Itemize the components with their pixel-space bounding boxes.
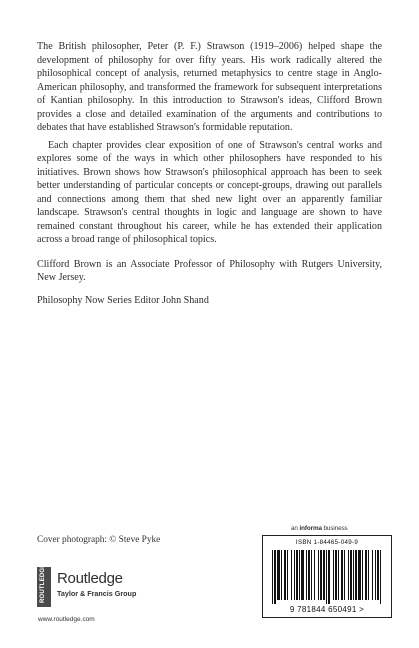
series-editor: Philosophy Now Series Editor John Shand xyxy=(37,294,209,306)
barcode-bar xyxy=(323,550,325,600)
barcode-bar xyxy=(350,550,352,600)
barcode-bar xyxy=(274,550,276,604)
barcode-bar xyxy=(365,550,367,600)
barcode-bar xyxy=(291,550,292,600)
informa-brand: informa xyxy=(299,525,322,532)
routledge-mark-icon xyxy=(37,563,51,607)
barcode-bar xyxy=(296,550,298,600)
barcode-bar xyxy=(314,550,315,600)
barcode-bar xyxy=(306,550,307,600)
barcode-bar xyxy=(341,550,343,600)
informa-prefix: an xyxy=(291,525,300,532)
barcode-bar xyxy=(294,550,295,600)
barcode-bar xyxy=(372,550,373,600)
barcode-bar xyxy=(284,550,286,600)
isbn-label: ISBN 1-84465-049-9 xyxy=(295,539,359,546)
barcode-bar xyxy=(377,550,379,600)
barcode-bar xyxy=(358,550,361,600)
publisher-group: Taylor & Francis Group xyxy=(57,589,137,598)
barcode-bar xyxy=(353,550,354,600)
barcode-bar xyxy=(328,550,330,604)
barcode-bar xyxy=(318,550,319,600)
isbn-digits: 9 781844 650491 > xyxy=(289,605,365,614)
barcode-bar xyxy=(338,550,339,600)
publisher-url: www.routledge.com xyxy=(38,616,95,623)
publisher-logo xyxy=(37,563,187,619)
routledge-mark-text: ROUTLEDGE xyxy=(40,563,46,603)
barcode-icon xyxy=(270,550,384,604)
barcode-bar xyxy=(308,550,310,600)
informa-tagline xyxy=(291,525,348,532)
barcode-bar xyxy=(320,550,322,600)
barcode-bar xyxy=(335,550,337,600)
barcode-bar xyxy=(344,550,345,600)
cover-credit: Cover photograph: © Steve Pyke xyxy=(37,535,161,545)
barcode-bar xyxy=(348,550,349,600)
barcode-bar xyxy=(375,550,376,600)
barcode-bar xyxy=(311,550,312,600)
barcode-bar xyxy=(287,550,288,600)
barcode-bar xyxy=(277,550,280,600)
blurb-paragraph-2: Each chapter provides clear exposition of one of Strawson's central works and explores some of the ways in which other philosophers have responded to his initiatives. Brown shows how Strawson's philosophical approach has been to seek better understanding of particular concepts or concept-groups, drawing out parallels and connections among them that shed new light over an apparently familiar landscape. Strawson's central thoughts in logic and language are shown to have remained constant throughout his career, while he has extended their application across a broad range of philosophical topics. xyxy=(37,139,382,245)
barcode-bar xyxy=(380,550,381,604)
blurb xyxy=(37,40,382,307)
barcode-bar xyxy=(355,550,357,600)
barcode-bar xyxy=(281,550,282,600)
barcode-box xyxy=(262,535,392,618)
barcode-bar xyxy=(272,550,273,604)
barcode-bar xyxy=(301,550,304,600)
blurb-paragraph-1: The British philosopher, Peter (P. F.) Strawson (1919–2006) helped shape the development of philosophy for over fifty years. His work radically altered the philosophical concept of analysis, returned metaphysics to centre stage in Anglo-American philosophy, and transformed the framework for subsequent interpretations of Kantian philosophy. In this introduction to Strawson's ideas, Clifford Brown provides a close and detailed examination of the arguments and contributions to debates that have established Strawson's formidable reputation. xyxy=(37,41,382,133)
author-bio: Clifford Brown is an Associate Professor of Philosophy with Rutgers University, New Jersey. xyxy=(37,258,382,283)
barcode-bar xyxy=(299,550,300,600)
barcode-bar xyxy=(362,550,363,600)
publisher-name: Routledge xyxy=(57,570,123,587)
barcode-bar xyxy=(333,550,334,600)
barcode-bar xyxy=(368,550,369,600)
barcode-bar xyxy=(326,550,327,604)
informa-suffix: business xyxy=(321,525,348,532)
